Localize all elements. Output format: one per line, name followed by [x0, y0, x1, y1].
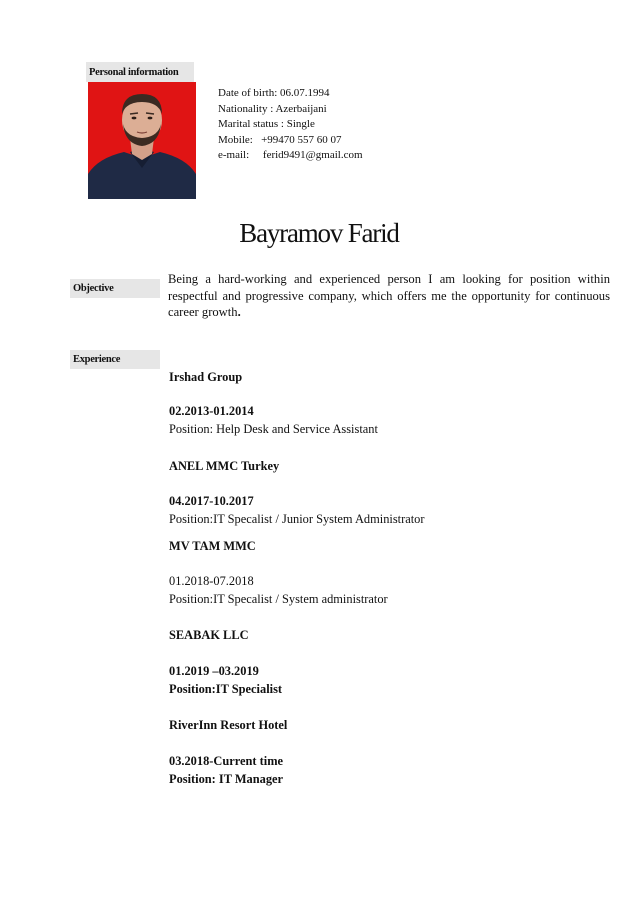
personal-information-label: Personal information [86, 62, 194, 82]
person-photo-icon [88, 82, 196, 199]
objective-label: Objective [70, 279, 160, 298]
company-name: RiverInn Resort Hotel [169, 718, 288, 732]
job-dates: 03.2018-Current time [169, 754, 284, 768]
job-position: Position:IT Specialist [169, 682, 283, 696]
job-dates: 01.2018-07.2018 [169, 574, 254, 588]
nationality: Nationality : Azerbaijani [218, 102, 327, 115]
marital-status: Marital status : Single [218, 118, 315, 131]
objective-body: Being a hard-working and experienced person I am looking for position within respectful and progressive company, which offers me the opportunity for continuous career growth [168, 272, 610, 319]
job-position: Position:IT Specalist / Junior System Administrator [169, 512, 425, 526]
job-dates: 02.2013-01.2014 [169, 404, 254, 418]
company-name: Irshad Group [169, 370, 243, 384]
company-name: MV TAM MMC [169, 539, 256, 553]
experience-label: Experience [70, 350, 160, 369]
email: e-mail: ferid9491@gmail.com [218, 149, 363, 162]
person-name: Bayramov Farid [239, 218, 399, 248]
company-name: SEABAK LLC [169, 628, 249, 642]
job-position: Position: IT Manager [169, 772, 284, 786]
job-position: Position: Help Desk and Service Assistant [169, 422, 378, 436]
company-name: ANEL MMC Turkey [169, 459, 280, 473]
job-dates: 01.2019 –03.2019 [169, 664, 259, 678]
date-of-birth: Date of birth: 06.07.1994 [218, 87, 330, 99]
objective-text [168, 271, 610, 321]
job-dates: 04.2017-10.2017 [169, 494, 254, 508]
profile-photo [88, 82, 196, 199]
personal-info-block [218, 86, 363, 164]
job-position: Position:IT Specalist / System administrator [169, 592, 388, 606]
objective-end: . [237, 305, 241, 319]
mobile: Mobile: +99470 557 60 07 [218, 133, 342, 146]
